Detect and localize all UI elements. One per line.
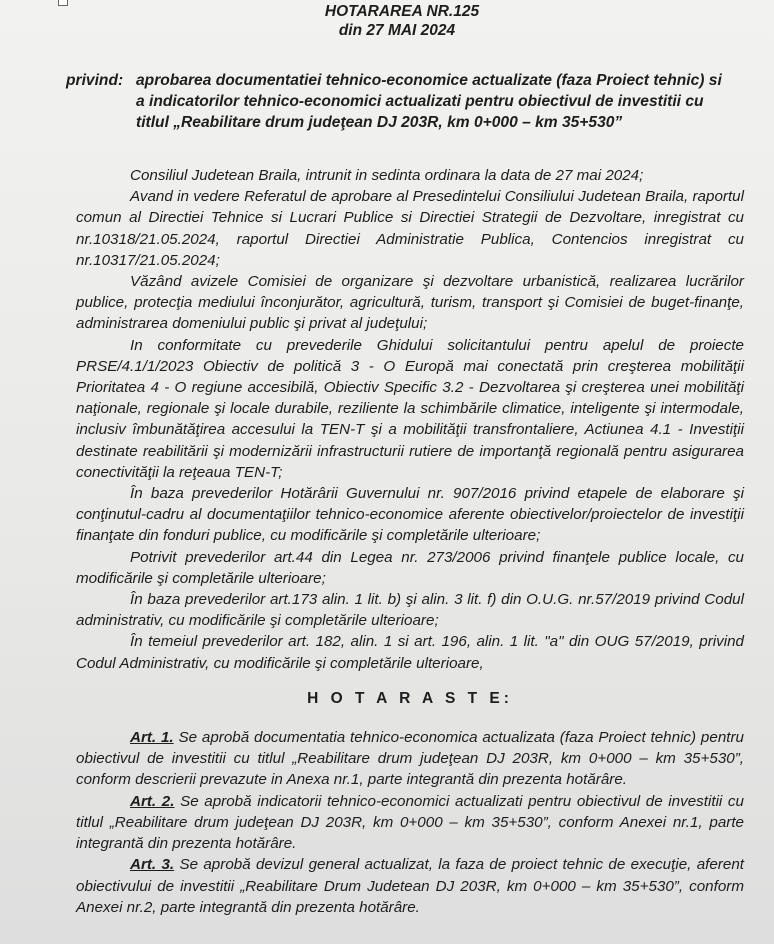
preamble-paragraph: Consiliul Judetean Braila, intrunit in sedinta ordinara la data de 27 mai 2024; [130, 167, 644, 184]
article-paragraph [76, 727, 744, 791]
preamble-paragraph: Văzând avizele Comisiei de organizare şi dezvoltare urbanistică, realizarea lucrărilor publice, protecţia mediului înconjurător, agricultură, turism, transport şi Comisiei de buget-finanţe, administrarea domeniului public şi privat al judeţului; [76, 273, 744, 333]
decision-heading: H O T A R A S T E: [307, 689, 513, 707]
preamble-paragraph: In conformitate cu prevederile Ghidului solicitantului pentru apelul de proiecte PRSE/4.1/1/2023 Obiectiv de politică 3 - O Europă mai conectată prin creşterea mobilităţii Prioritatea 4 - O regiune accesibilă, Obiectiv Specific 3.2 - Dezvoltarea şi creşterea unei mobilităţi naţionale, regionale şi locale durabile, reziliente la schimbările climatice, inteligente şi intermodale, inclusiv îmbunătăţirea accesului la TEN-T şi a mobilităţii transfrontaliere, Actiunea 4.1 - Investiţii destinate reabilitării şi modernizării infrastructurii rutiere de importanţă regională pentru asigurarea conectivităţii la reţeaua TEN-T; [76, 336, 744, 481]
preamble-paragraph: Potrivit prevederilor art.44 din Legea nr. 273/2006 privind finanţele publice locale, cu modificările şi completările ulterioare; [76, 548, 744, 587]
article-text: Se aprobă indicatorii tehnico-economici actualizati pentru obiectivul de investitii cu titlul „Reabilitare drum judeţean DJ 203R, km 0+000 – km 35+530”, conform Anexei nr.1, parte integrantă din prezenta hotărâre. [76, 792, 744, 853]
article-paragraph [76, 791, 744, 855]
preamble-paragraph: În temeiul prevederilor art. 182, alin. 1 si art. 196, alin. 1 lit. "a" din OUG 57/2019, privind Codul Administrativ, cu modificările şi completările ulterioare, [76, 633, 744, 672]
decision-title: HOTARAREA NR.125 [324, 3, 480, 20]
preamble-paragraph: În baza prevederilor art.173 alin. 1 lit. b) şi alin. 3 lit. f) din O.U.G. nr.57/2019 privind Codul administrativ, cu modificările şi completările ulterioare; [76, 591, 744, 630]
decision-subject [66, 70, 726, 133]
document-body [76, 165, 744, 918]
preamble-paragraph: În baza prevederilor Hotărârii Guvernului nr. 907/2016 privind etapele de elaborare şi conţinutul-cadru al documentaţiilor tehnico-economice aferente obiectivelor/proiectelor de investiţii finanţate din fonduri publice, cu modificările şi completările ulterioare; [76, 485, 744, 545]
subject-text: aprobarea documentatiei tehnico-economice actualizate (faza Proiect tehnic) si a indicatorilor tehnico-economici actualizati pentru obiectivul de investitii cu titlul „Reabilitare drum judeţean DJ 203R, km 0+000 – km 35+530” [136, 72, 722, 131]
article-label: Art. 2. [130, 792, 175, 810]
article-text: Se aprobă devizul general actualizat, la faza de proiect tehnic de execuţie, aferent obiectivului de investitii „Reabilitare Drum Judetean DJ 203R, km 0+000 – km 35+530”, conform Anexei nr.2, parte integrantă din prezenta hotărâre. [76, 856, 744, 916]
article-label: Art. 3. [130, 856, 175, 874]
title-block [0, 2, 774, 40]
subject-lead: privind: [66, 72, 124, 89]
article-text: Se aprobă documentatia tehnico-economica actualizata (faza Proiect tehnic) pentru obiectivul de investitii cu titlul „Reabilitare drum judeţean DJ 203R, km 0+000 – km 35+530”, conform descrierii prevazute in Anexa nr.1, parte integrantă din prezenta hotărâre. [76, 729, 744, 789]
article-paragraph [76, 854, 744, 918]
decision-date: din 27 MAI 2024 [338, 22, 456, 39]
preamble-paragraph: Avand in vedere Referatul de aprobare al Presedintelui Consiliului Judetean Braila, raportul comun al Directiei Tehnice si Lucrari Publice si Directiei Strategii de Dezvoltare, inregistrat cu nr.10318/21.05.2024, raportul Directiei Administratie Publica, Contencios inregistrat cu nr.10317/21.05.2024; [76, 188, 744, 269]
article-label: Art. 1. [130, 729, 174, 747]
